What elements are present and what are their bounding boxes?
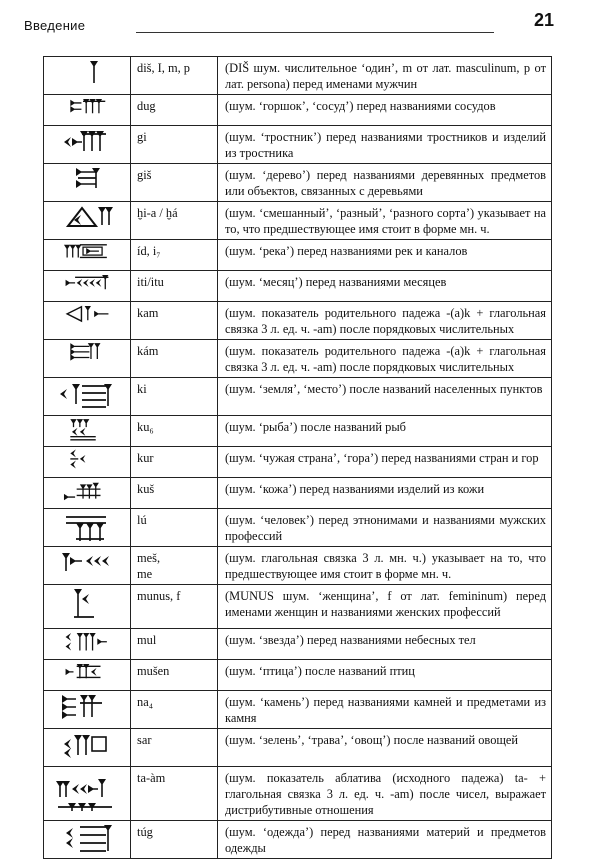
transliteration-text: diš, I, m, p	[137, 61, 191, 75]
cuneiform-sign-kus-icon	[52, 478, 122, 505]
table-row	[44, 57, 552, 95]
cuneiform-sign-taam-icon	[52, 767, 122, 811]
transliteration-text: ta-àm	[137, 771, 166, 785]
description-text: (шум. ‘кожа’) перед названиями изделий из кожи	[225, 482, 485, 496]
table-row	[44, 585, 552, 629]
cuneiform-sign-gis-icon	[52, 164, 122, 198]
description-cell	[218, 202, 552, 240]
table-row	[44, 416, 552, 447]
page-number: 21	[533, 10, 554, 30]
table-row	[44, 271, 552, 302]
transliteration-text: iti/itu	[137, 275, 164, 289]
transliteration-cell	[131, 821, 218, 859]
table-row	[44, 202, 552, 240]
description-text: (шум. показатель аблатива (исходного падежа) ta- + глагольная связка 3 л. ед. ч. -am) после чисел, выражает дистрибутивные отношения	[225, 771, 546, 817]
description-text: (шум. ‘земля’, ‘место’) после названий населенных пунктов	[225, 382, 543, 396]
description-text: (шум. ‘камень’) перед названиями камней и предметами из камня	[225, 695, 546, 725]
transliteration-cell	[131, 767, 218, 821]
description-text: (DIŠ шум. числительное ‘один’, m от лат. masculinum, p от лат. persona) перед именами мужчин	[225, 61, 546, 91]
table-row	[44, 729, 552, 767]
table-row	[44, 302, 552, 340]
description-cell	[218, 416, 552, 447]
table-row	[44, 691, 552, 729]
cuneiform-sign-cell	[44, 240, 131, 271]
transliteration-cell	[131, 240, 218, 271]
description-text: (шум. ‘зелень’, ‘трава’, ‘овощ’) после названий овощей	[225, 733, 519, 747]
cuneiform-sign-cell	[44, 729, 131, 767]
description-text: (шум. ‘месяц’) перед названиями месяцев	[225, 275, 447, 289]
transliteration-text: mušen	[137, 664, 170, 678]
table-row	[44, 447, 552, 478]
description-text: (шум. ‘человек’) перед этнонимами и названиями мужских профессий	[225, 513, 546, 543]
cuneiform-sign-cell	[44, 629, 131, 660]
cuneiform-sign-id-icon	[52, 240, 122, 267]
cuneiform-sign-cell	[44, 478, 131, 509]
cuneiform-sign-mes-icon	[52, 547, 122, 581]
transliteration-text: sar	[137, 733, 152, 747]
cuneiform-sign-cell	[44, 691, 131, 729]
transliteration-cell	[131, 126, 218, 164]
table-body	[44, 57, 552, 859]
transliteration-cell	[131, 302, 218, 340]
description-cell	[218, 340, 552, 378]
description-cell	[218, 821, 552, 859]
transliteration-text: meš, me	[137, 551, 161, 581]
description-text: (шум. ‘птица’) после названий птиц	[225, 664, 415, 678]
description-text: (шум. показатель родительного падежа -(a)k + глагольная связка 3 л. ед. ч. -am) после порядковых числительных	[225, 306, 546, 336]
transliteration-text: lú	[137, 513, 147, 527]
description-cell	[218, 478, 552, 509]
transliteration-text: ḫi-a / ḫá	[137, 206, 178, 220]
cuneiform-sign-cell	[44, 57, 131, 95]
description-text: (шум. ‘одежда’) перед названиями материй и предметов одежды	[225, 825, 546, 855]
description-cell	[218, 302, 552, 340]
transliteration-cell	[131, 478, 218, 509]
transliteration-cell	[131, 416, 218, 447]
cuneiform-sign-kur-icon	[52, 447, 122, 474]
description-text: (шум. ‘горшок’, ‘сосуд’) перед названиями сосудов	[225, 99, 496, 113]
description-cell	[218, 126, 552, 164]
transliteration-cell	[131, 57, 218, 95]
transliteration-cell	[131, 691, 218, 729]
transliteration-cell	[131, 447, 218, 478]
transliteration-text: na₄	[137, 695, 154, 709]
cuneiform-sign-musen-icon	[52, 660, 122, 687]
cuneiform-sign-cell	[44, 95, 131, 126]
cuneiform-sign-mul-icon	[52, 629, 122, 656]
cuneiform-sign-kam2-icon	[52, 340, 122, 367]
description-cell	[218, 547, 552, 585]
transliteration-text: kam	[137, 306, 159, 320]
transliteration-cell	[131, 95, 218, 126]
description-text: (MUNUS шум. ‘женщина’, f от лат. femininum) перед именами женщин и названиями женских профессий	[225, 589, 546, 619]
cuneiform-sign-iti-icon	[52, 271, 122, 298]
transliteration-cell	[131, 585, 218, 629]
running-header	[24, 10, 554, 38]
cuneiform-sign-cell	[44, 660, 131, 691]
cuneiform-sign-ku6-icon	[52, 416, 122, 443]
cuneiform-sign-na4-icon	[52, 691, 122, 725]
table-row	[44, 547, 552, 585]
description-text: (шум. ‘река’) перед названиями рек и каналов	[225, 244, 468, 258]
cuneiform-sign-cell	[44, 416, 131, 447]
description-text: (шум. ‘чужая страна’, ‘гора’) перед названиями стран и гор	[225, 451, 539, 465]
transliteration-text: kuš	[137, 482, 155, 496]
description-cell	[218, 509, 552, 547]
cuneiform-sign-sar-icon	[52, 729, 122, 763]
description-cell	[218, 271, 552, 302]
transliteration-cell	[131, 629, 218, 660]
description-text: (шум. ‘смешанный’, ‘разный’, ‘разного сорта’) указывает на то, что предшествующее имя стоит в форме мн. ч.	[225, 206, 546, 236]
table-row	[44, 478, 552, 509]
table-row	[44, 660, 552, 691]
determinatives-table	[43, 56, 552, 859]
transliteration-cell	[131, 202, 218, 240]
transliteration-text: mul	[137, 633, 157, 647]
description-cell	[218, 629, 552, 660]
transliteration-text: túg	[137, 825, 153, 839]
transliteration-text: ku₆	[137, 420, 154, 434]
table-row	[44, 767, 552, 821]
transliteration-text: íd, i₇	[137, 244, 161, 258]
description-text: (шум. ‘тростник’) перед названиями тростников и изделий из тростника	[225, 130, 546, 160]
table-row	[44, 240, 552, 271]
description-cell	[218, 729, 552, 767]
cuneiform-sign-cell	[44, 585, 131, 629]
description-cell	[218, 57, 552, 95]
header-rule	[136, 32, 494, 33]
table-row	[44, 126, 552, 164]
transliteration-text: dug	[137, 99, 156, 113]
transliteration-text: kám	[137, 344, 159, 358]
cuneiform-sign-lu-icon	[52, 509, 122, 543]
cuneiform-sign-cell	[44, 447, 131, 478]
cuneiform-sign-hia-icon	[52, 202, 122, 236]
table-row	[44, 629, 552, 660]
cuneiform-sign-diš-icon	[52, 57, 122, 91]
section-title: Введение	[24, 18, 86, 33]
transliteration-cell	[131, 164, 218, 202]
cuneiform-sign-cell	[44, 126, 131, 164]
cuneiform-sign-cell	[44, 271, 131, 302]
table-row	[44, 378, 552, 416]
cuneiform-sign-cell	[44, 302, 131, 340]
description-cell	[218, 240, 552, 271]
cuneiform-sign-gi-icon	[52, 126, 122, 160]
table-row	[44, 821, 552, 859]
cuneiform-sign-cell	[44, 202, 131, 240]
description-text: (шум. ‘рыба’) после названий рыб	[225, 420, 406, 434]
cuneiform-sign-cell	[44, 164, 131, 202]
description-cell	[218, 95, 552, 126]
description-text: (шум. ‘дерево’) перед названиями деревянных предметов или объектов, связанных с деревьями	[225, 168, 546, 198]
transliteration-cell	[131, 271, 218, 302]
table-row	[44, 340, 552, 378]
description-cell	[218, 691, 552, 729]
description-cell	[218, 378, 552, 416]
description-text: (шум. ‘звезда’) перед названиями небесных тел	[225, 633, 476, 647]
cuneiform-sign-cell	[44, 509, 131, 547]
description-cell	[218, 447, 552, 478]
transliteration-text: ki	[137, 382, 147, 396]
transliteration-cell	[131, 340, 218, 378]
transliteration-cell	[131, 660, 218, 691]
cuneiform-sign-tug-icon	[52, 821, 122, 855]
cuneiform-sign-cell	[44, 340, 131, 378]
cuneiform-sign-dug-icon	[52, 95, 122, 122]
transliteration-cell	[131, 547, 218, 585]
table-row	[44, 164, 552, 202]
description-text: (шум. глагольная связка 3 л. мн. ч.) указывает на то, что предшествующее имя стоит в форме мн. ч.	[225, 551, 546, 581]
cuneiform-sign-munus-icon	[52, 585, 122, 625]
transliteration-cell	[131, 509, 218, 547]
table-row	[44, 509, 552, 547]
cuneiform-sign-ki-icon	[52, 378, 122, 412]
transliteration-cell	[131, 378, 218, 416]
cuneiform-sign-cell	[44, 547, 131, 585]
transliteration-text: gi	[137, 130, 147, 144]
transliteration-text: munus, f	[137, 589, 181, 603]
transliteration-text: giš	[137, 168, 152, 182]
table-row	[44, 95, 552, 126]
cuneiform-sign-kam-icon	[52, 302, 122, 329]
description-text: (шум. показатель родительного падежа -(a)k + глагольная связка 3 л. ед. ч. -am) после порядковых числительных	[225, 344, 546, 374]
cuneiform-sign-cell	[44, 821, 131, 859]
transliteration-text: kur	[137, 451, 154, 465]
description-cell	[218, 585, 552, 629]
cuneiform-sign-cell	[44, 767, 131, 821]
cuneiform-sign-cell	[44, 378, 131, 416]
description-cell	[218, 767, 552, 821]
transliteration-cell	[131, 729, 218, 767]
description-cell	[218, 164, 552, 202]
description-cell	[218, 660, 552, 691]
